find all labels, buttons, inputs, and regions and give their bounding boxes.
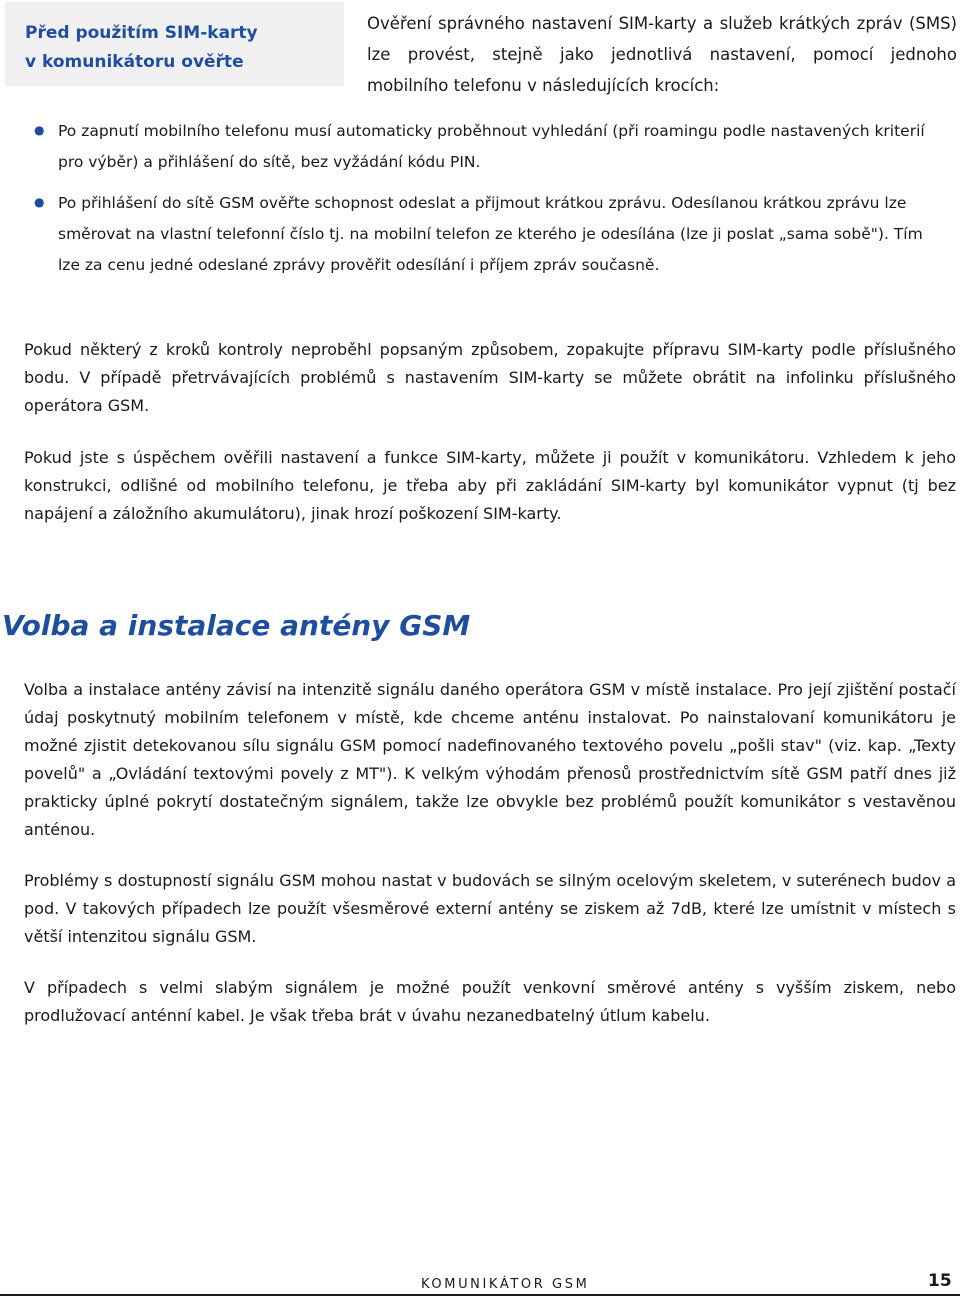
bullet-icon: ● [34,123,45,137]
intro-paragraph: Ověření správného nastavení SIM-karty a služeb krátkých zpráv (SMS) lze provést, stejně jako jednotlivá nastavení, pomocí jednoho mobilního telefonu v následujících krocích: [367,14,957,95]
paragraph-weak-signal: V případech s velmi slabým signálem je možné použít venkovní směrové antény s vyšším ziskem, nebo prodlužovací anténní kabel. Je však třeba brát v úvahu nezanedbatelný útlum kabelu. [24,978,956,1025]
list-item [34,188,939,281]
section-heading: Volba a instalace antény GSM [2,609,471,642]
list-item [34,116,939,178]
bullet-text: Po zapnutí mobilního telefonu musí automaticky proběhnout vyhledání (při roamingu podle nastavených kriterií pro výběr) a přihlášení do sítě, bez vyžádání kódu PIN. [58,122,925,171]
sidebox-title-line1: Před použitím SIM-karty [25,23,258,43]
paragraph-retry: Pokud některý z kroků kontroly neproběhl popsaným způsobem, zopakujte přípravu SIM-karty podle příslušného bodu. V případě přetrvávajících problémů s nastavením SIM-karty se můžete obrátit na infolinku příslušného operátora GSM. [24,340,956,415]
section-sidebox [5,2,344,86]
bullet-text: Po přihlášení do sítě GSM ověřte schopnost odeslat a přijmout krátkou zprávu. Odesílanou krátkou zprávu lze směrovat na vlastní telefonní číslo tj. na mobilní telefon ze kterého je odesílána (lze ji poslat „sama sobě"). Tím lze za cenu jedné odeslané zprávy prověřit odesílání i příjem zpráv současně. [58,194,923,274]
bullet-list [34,116,939,291]
paragraph-signal-problems: Problémy s dostupností signálu GSM mohou nastat v budovách se silným ocelovým skeletem, v suterénech budov a pod. V takových případech lze použít všesměrové externí antény se ziskem až 7dB, které lze umístnit v místech s větší intenzitou signálu GSM. [24,871,956,946]
page-number: 15 [928,1271,952,1291]
paragraph-usage: Pokud jste s úspěchem ověřili nastavení a funkce SIM-karty, můžete ji použít v komunikátoru. Vzhledem k jeho konstrukci, odlišné od mobilního telefonu, je třeba aby při zakládání SIM-karty byl komunikátor vypnut (tj bez napájení a záložního akumulátoru), jinak hrozí poškození SIM-karty. [24,448,956,523]
bullet-icon: ● [34,195,45,209]
sidebox-title-line2: v komunikátoru ověřte [25,52,244,72]
footer-product-name: KOMUNIKÁTOR GSM [421,1277,590,1292]
paragraph-antenna-choice: Volba a instalace antény závisí na intenzitě signálu daného operátora GSM v místě instalace. Pro její zjištění postačí údaj poskytnutý mobilním telefonem v místě, kde chceme anténu instalovat. Po nainstalovaní komunikátoru je možné zjistit detekovanou sílu signálu GSM pomocí nadefinovaného textového povelu „pošli stav" (viz. kap. „Texty povelů" a „Ovládání textovými povely z MT"). K velkým výhodám přenosů prostřednictvím sítě GSM patří dnes již prakticky úplné pokrytí dostatečným signálem, takže lze obvykle bez problémů použít komunikátor s vestavěnou anténou. [24,680,956,839]
